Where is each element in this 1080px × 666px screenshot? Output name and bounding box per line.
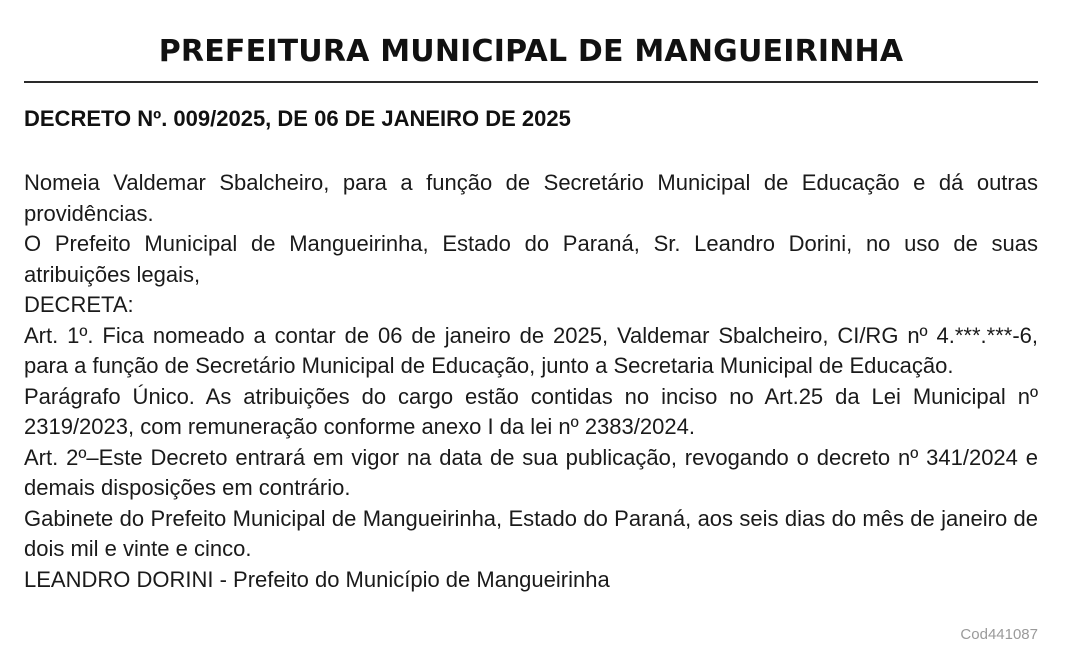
decree-heading: DECRETO Nº. 009/2025, DE 06 DE JANEIRO DE 2025 [24,106,571,131]
decree-article-2-paragraph: Art. 2º–Este Decreto entrará em vigor na data de sua publicação, revogando o decreto nº 341/2024 e demais disposições em contrário. [24,444,1038,500]
decree-sole-paragraph: Parágrafo Único. As atribuições do cargo estão contidas no inciso no Art.25 da Lei Municipal nº 2319/2023, com remuneração conforme anexo I da lei nº 2383/2024. [24,383,1038,439]
header-divider [24,81,1038,83]
decree-closing-paragraph: Gabinete do Prefeito Municipal de Mangueirinha, Estado do Paraná, aos seis dias do mês de janeiro de dois mil e vinte e cinco. [24,505,1038,561]
decree-body [24,168,1038,595]
decree-preamble-paragraph: O Prefeito Municipal de Mangueirinha, Estado do Paraná, Sr. Leandro Dorini, no uso de suas atribuições legais, [24,231,1038,287]
decree-article-1-paragraph: Art. 1º. Fica nomeado a contar de 06 de janeiro de 2025, Valdemar Sbalcheiro, CI/RG nº 4.***.***-6, para a função de Secretário Municipal de Educação, junto a Secretaria Municipal de Educação. [24,322,1038,378]
publication-code: Cod441087 [960,626,1038,643]
decree-summary-paragraph: Nomeia Valdemar Sbalcheiro, para a função de Secretário Municipal de Educação e dá outras providências. [24,170,1038,226]
decree-decreta-paragraph: DECRETA: [24,292,134,317]
page-title: PREFEITURA MUNICIPAL DE MANGUEIRINHA [158,34,904,69]
decree-signature-paragraph: LEANDRO DORINI - Prefeito do Município de Mangueirinha [24,566,610,592]
document-page [24,0,1038,666]
